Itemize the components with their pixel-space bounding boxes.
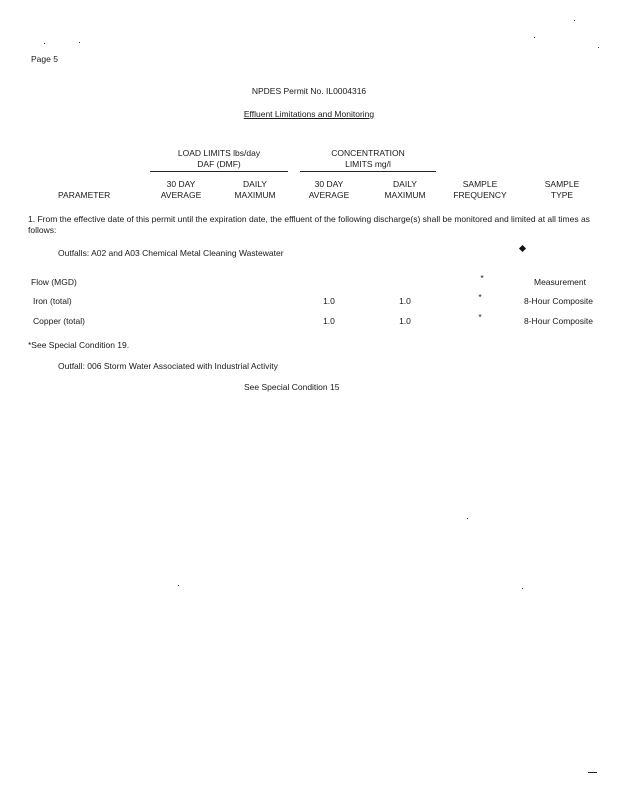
outfall-b-heading: Outfall: 006 Storm Water Associated with Industrial Activity: [58, 361, 278, 371]
permit-title: NPDES Permit No. IL0004316: [251, 86, 367, 96]
row-parameter: Flow (MGD): [31, 277, 77, 287]
row-sample-type: 8-Hour Composite: [524, 296, 593, 306]
col-conc-daily-line2: MAXIMUM: [384, 190, 426, 200]
load-limits-header: LOAD LIMITS lbs/day: [177, 148, 261, 158]
load-limits-rule: [150, 171, 288, 172]
section-title: Effluent Limitations and Monitoring: [243, 109, 375, 119]
concentration-rule: [300, 171, 436, 172]
outfall-a-heading: Outfalls: A02 and A03 Chemical Metal Cleaning Wastewater: [58, 248, 284, 258]
scan-speck: [79, 42, 80, 43]
row-frequency: *: [478, 312, 482, 322]
col-type-line2: TYPE: [550, 190, 574, 200]
row-parameter: Iron (total): [33, 296, 72, 306]
scan-speck: [598, 47, 599, 48]
scan-speck: [178, 585, 179, 586]
row-conc-daily: 1.0: [399, 316, 411, 326]
see-condition-note: See Special Condition 15: [244, 382, 340, 392]
col-parameter: PARAMETER: [58, 190, 111, 200]
col-load-daily-line2: MAXIMUM: [234, 190, 276, 200]
col-frequency-line1: SAMPLE: [462, 179, 498, 189]
row-conc-daily: 1.0: [399, 296, 411, 306]
col-frequency-line2: FREQUENCY: [453, 190, 507, 200]
row-sample-type: Measurement: [534, 277, 586, 287]
scan-speck: [44, 43, 45, 44]
page-label: Page 5: [31, 54, 58, 64]
col-type-line1: SAMPLE: [544, 179, 580, 189]
scan-speck: [522, 588, 523, 589]
col-load-30day-line2: AVERAGE: [160, 190, 202, 200]
scan-speck: [534, 37, 535, 38]
row-sample-type: 8-Hour Composite: [524, 316, 593, 326]
concentration-header: CONCENTRATION: [331, 148, 405, 158]
col-load-daily-line1: DAILY: [243, 179, 267, 189]
row-parameter: Copper (total): [33, 316, 85, 326]
load-limits-subheader: DAF (DMF): [197, 159, 241, 169]
bullet-mark: [519, 245, 526, 252]
col-conc-30day-line2: AVERAGE: [308, 190, 350, 200]
scan-speck: [467, 518, 468, 519]
scan-mark: [588, 772, 597, 773]
col-conc-30day-line1: 30 DAY: [314, 179, 344, 189]
row-frequency: *: [480, 273, 484, 283]
concentration-subheader: LIMITS mg/l: [345, 159, 391, 169]
col-conc-daily-line1: DAILY: [393, 179, 417, 189]
footnote: *See Special Condition 19.: [28, 340, 130, 350]
scan-speck: [574, 20, 575, 21]
col-load-30day-line1: 30 DAY: [166, 179, 196, 189]
row-conc-30day: 1.0: [323, 316, 335, 326]
row-conc-30day: 1.0: [323, 296, 335, 306]
intro-paragraph: 1. From the effective date of this permit until the expiration date, the effluent of the following discharge(s) shall be monitored and limited at all times as follows:: [28, 214, 590, 235]
row-frequency: *: [478, 292, 482, 302]
